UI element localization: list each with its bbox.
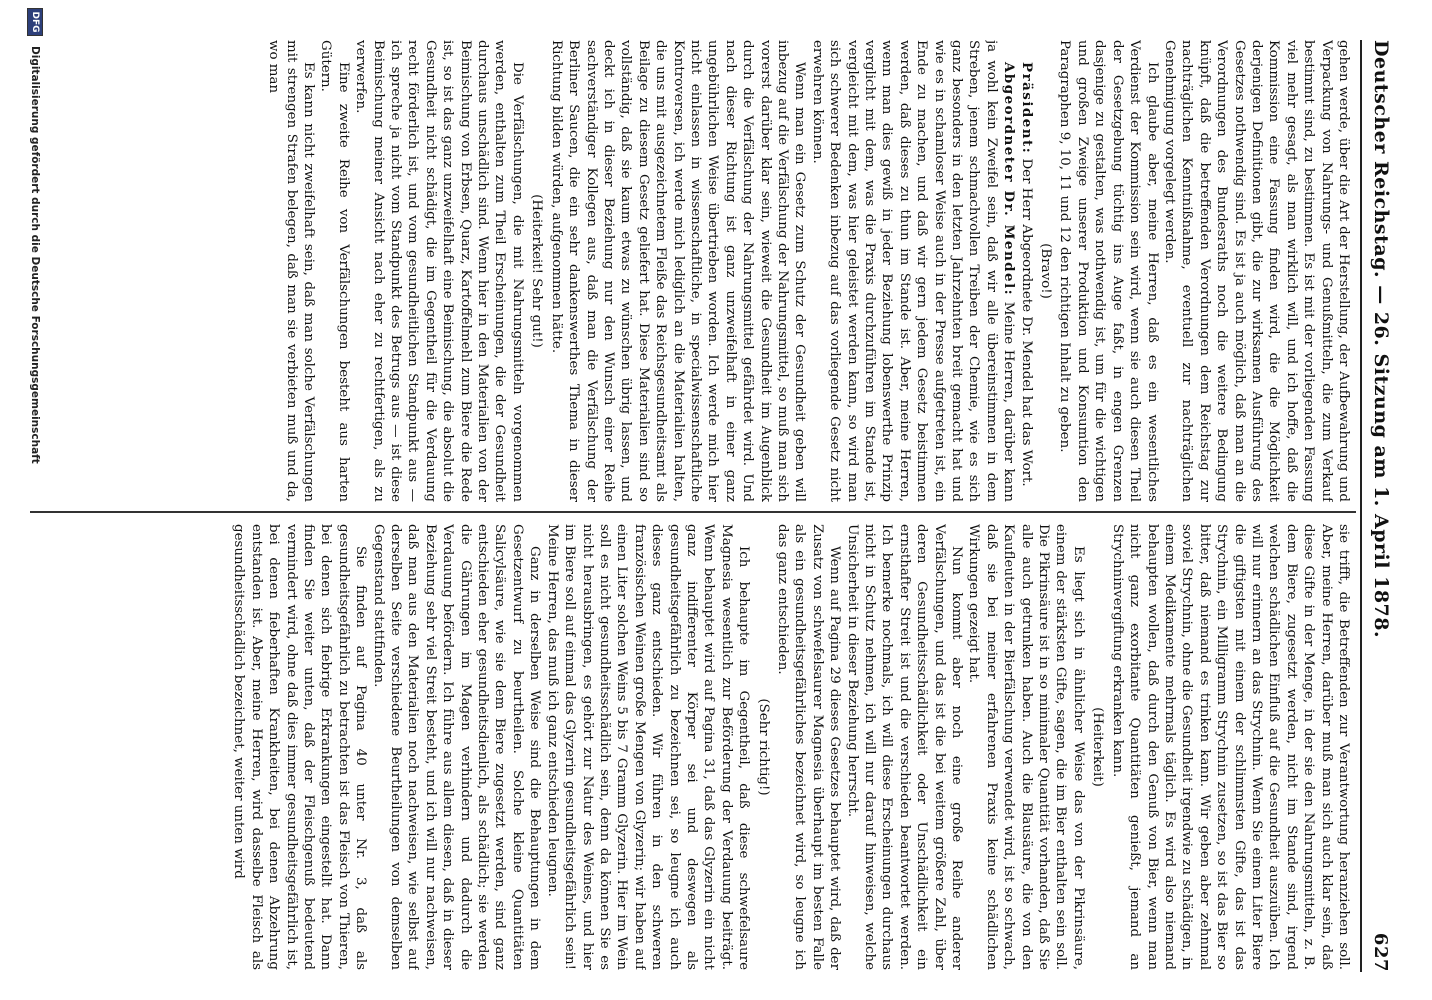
scanned-page (20, 0, 1400, 1000)
interjection (1089, 524, 1106, 970)
paragraph-text: Es kann nicht zweifelhaft sein, daß man solche Verfälschungen mit strengen Strafen belegen, daß man sie verbieten muß und da, wo man (266, 40, 317, 502)
interjection (754, 524, 771, 970)
paragraph-text: Sie finden auf Pagina 40 unter Nr. 3, daß als gesundheitsgefährlich zu betrachten ist das Fleisch von Thieren, bei denen sich fiebrige Erkrankungen eingestellt hat. Dann finden Sie weiter unten, daß der Fleischgenuß bedeutend vermindert wird, ohne daß dies immer gesundheitsgefährlich ist, bei denen fieberhaften Krankheiten, bei denen Abzehrung entstanden ist. Aber, meine Herren, wird dasselbe Fleisch als gesundheitsschädlich bezeichnet, weiter unten wird (231, 524, 369, 970)
paragraph (1108, 524, 1352, 970)
paragraph-text: (Bravo!) (1038, 243, 1054, 299)
paragraph-text: Wenn auf Pagina 29 dieses Gesetzes behauptet wird, daß der Zusatz von schwefelsaurer Magnesia überhaupt im besten Falle als ein gesundheitsgefährliches bezeichnet wird, so leugne ich das ganz entschieden. (775, 524, 843, 970)
left-column (28, 40, 1352, 502)
paragraph (843, 524, 965, 970)
page-number: 627 (1370, 932, 1391, 972)
paragraph-text: (Heiterkeit! Sehr gut!) (529, 194, 545, 348)
paragraph (317, 40, 352, 502)
interjection (528, 40, 545, 502)
right-column (28, 524, 1352, 970)
paragraph (1017, 40, 1034, 502)
paragraph-text: Die Verfälschungen, die mit Nahrungsmitteln vorgenommen werden, enthalten zum Theil Erscheinungen, die der Gesundheit durchaus unschädlich sind. Wenn hier in den Materialien von der Beimischung von Erbsen, Quarz, Kartoffelmehl zum Biere die Rede ist, so ist das ganz unzweifelhaft eine Beimischung, die absolut die Gesundheit nicht schädigt, die im Gegentheil für die Verdauung recht förderlich ist, und vom gesundheitlichen Standpunkt aus — ich spreche ja nicht vom Standpunkt des Betrugs aus — ist diese Beimischung meiner Ansicht nach eher zu rechtfertigen, als zu verwerfen. (353, 40, 525, 502)
paragraph-text: Der Herr Abgeordnete Dr. Mendel hat das Wort. (1018, 154, 1034, 487)
speaker-name: Präsident: (1018, 62, 1035, 155)
paragraph-text: sie trifft, die Betreffenden zur Verantwortung heranziehen soll. Aber, meine Herren, darüber muß man sich auch klar sein, daß diese Gifte in der Menge, in der sie den Nahrungsmitteln, z. B. dem Biere, zugesetzt werden, nicht im Stande sind, irgend welchen schädlichen Einfluß auf die Gesundheit auszuüben. Ich will nur erinnern an das Strychnin. Wenn Sie einem Liter Biere die giftigsten mit einem der schlimmsten Gifte, das ist das Strychnin, ein Milligramm Strychnin zusetzen, so ist das Bier so bitter, daß niemand es trinken kann. Wir geben aber zehnmal soviel Strychnin, ohne die Gesundheit irgendwie zu schädigen, in einem Medikamente mehrmals täglich. Es wird also niemand behaupten wollen, daß durch den Genuß von Bier, wenn man nicht ganz exorbitante Quantitäten genießt, jemand an Strychninvergiftung erkranken kann. (1109, 524, 1351, 970)
paragraph-text: Wenn man ein Gesetz zum Schutz der Gesundheit geben will inbezug auf die Verfälschung der Nahrungsmittel, so muß man sich vorerst darüber klar sein, wieweit die Gesundheit im Augenblick durch die Verfälschung der Nahrungsmittel gefährdet wird. Und nach dieser Richtung ist ganz unzweifelhaft in einer ganz ungebührlichen Weise übertrieben worden. Ich werde mich hier nicht einlassen in wissenschaftliche, in specialwissenschaftliche Kontroversen, ich werde mich lediglich an die Materialien halten, die uns mit ausgezeichnetem Fleiße das Reichsgesundheitsamt als Beilage zu diesem Gesetz geliefert hat. Diese Materialien sind so vollständig, daß sie kaum etwas zu wünschen übrig lassen, und deckt ich in dieser Beziehung nur den Wunsch einer Reihe sachverständiger Kollegen aus, daß man die Verfälschung der Berliner Saucen, die ein sehr dankenswerthes Thema in dieser Richtung bilden würden, aufgenommen hätte. (548, 40, 808, 502)
dfg-logo: DFG (27, 8, 43, 36)
paragraph (230, 524, 369, 970)
interjection (1037, 40, 1054, 502)
paragraph-text: (Heiterkeit) (1090, 707, 1106, 787)
paragraph (547, 40, 808, 502)
paragraph (265, 40, 317, 502)
paragraph-text: Ganz in derselben Weise sind die Behauptungen in dem Gesetzentwurf zu beurtheilen. Solche kleine Quantitäten Salicylsäure, wie sie dem Biere zugesetzt werden, sind ganz entschieden eher gesundheitsdienlich, als schädlich; sie werden die Gährungen im Magen verhindern und dadurch die Verdauung befördern. Ich führe aus allem diesen, daß in dieser Beziehung sehr viel Streit besteht, und ich will nur nachweisen, daß man aus den Materialien noch nachweisen, wie selbst auf derselben Seite verschiedene Beurtheilungen von demselben Gegenstand stattfinden. (370, 524, 543, 970)
paragraph (1161, 40, 1352, 502)
running-head (1366, 40, 1392, 972)
page-header-title: Deutscher Reichstag. — 26. Sitzung am 1. April 1878. (1370, 40, 1392, 639)
digitization-credit (22, 0, 48, 1000)
paragraph (808, 40, 1017, 502)
paragraph-text: gehen werde, über die Art der Herstellung, der Aufbewahrung und Verpackung von Nahrungs- und Genußmitteln, die zum Verkauf bestimmt sind, zu bestimmen. Es ist mit der vorliegenden Fassung viel mehr gesagt, als man wirklich will, und ich hoffe, daß die Kommission eine Fassung finden wird, die die Möglichkeit derjenigen Definitionen gibt, die zur wirksamen Ausführung des Gesetzes nothwendig sind. Es ist ja auch möglich, daß man an die Verordnungen des Bundesraths noch die weitere Bedingung knüpft, daß die betreffenden Verordnungen dem Reichstag zur nachträglichen Kenntnißnahme, eventuell zur nachträglichen Genehmigung vorgelegt werden. (1161, 40, 1351, 502)
paragraph-text: Nun kommt aber noch eine große Reihe anderer Verfälschungen, und das ist die bei weitem größere Zahl, über deren Gesundheitsschädlichkeit oder Unschädlichkeit ein ernsthafter Streit ist und die verschieden beantwortet werden. Ich bemerke nochmals, ich will diese Erscheinungen durchaus nicht in Schutz nehmen, ich will nur darauf hinweisen, welche Unsicherheit in dieser Beziehung herrscht. (844, 524, 965, 970)
paragraph-text: Es liegt sich in ähnlicher Weise das von der Pikrinsäure, einem der stärksten Gifte, sagen, die im Bier enthalten sein soll. Die Pikrinsäure ist in so minimaler Quantität vorhanden, daß Sie alle auch getrunken haben. Auch die Blausäure, die von den Kaufleuten in der Bierfälschung verwendet wird, ist so schwach, daß sie bei meiner erfahrenen Praxis keine schädlichen Wirkungen gezeigt hat. (966, 524, 1086, 970)
paragraph (965, 524, 1087, 970)
paragraph (774, 524, 844, 970)
paragraph-text: (Sehr richtig!) (755, 698, 771, 796)
paragraph-text: Ich behaupte im Gegentheil, daß diese schwefelsaure Magnesia wesentlich zur Beförderung der Verdauung beiträgt. Wenn behauptet wird auf Pagina 31, daß das Glyzerin ein nicht ganz indifferenter Körper sei und deswegen als gesundheitsgefährlich zu bezeichnen sei, so leugne ich auch dieses ganz entschieden. Wir führen in den schweren französischen Weinen große Mengen von Glyzerin; wir haben auf einen Liter solchen Weins 5 bis 7 Gramm Glyzerin. Hier im Wein soll es nicht gesundheitsschädlich sein, denn da können Sie es nicht herausbringen, es gehört zur Natur des Weines, und hier im Biere soll auf einmal das Glyzerin gesundheitsgefährlich sein! Meine Herren, das muß ich ganz entschieden leugnen. (544, 524, 752, 970)
paragraph-text: Meine Herren, darüber kann ja wohl kein Zweifel sein, daß wir alle übereinstimmen in dem Streben, jenem schmachvollen Treiben der Chemie, wie es sich ganz besonders in den letzten Jahrzehnten breit gemacht hat und wie es in schamloser Weise auch in der Presse aufgetreten ist, ein Ende zu machen, und daß wir gern jedem Gesetz beistimmen werden, daß dieses zu thun im Stande ist. Aber, meine Herren, wenn man dies gewiß in jeder Beziehung lobenswerthe Prinzip verglicht mit dem, was die Praxis durchzuführen im Stande ist, vergleicht mit dem, was hier geleistet werden kann, so wird man sich schwerer Bedenken inbezug auf das vorliegende Gesetz nicht erwehren können. (809, 40, 1017, 502)
paragraph (369, 524, 543, 970)
paragraph-text: Ich glaube aber, meine Herren, daß es ein wesentliches Verdienst der Kommission sein wird, wenn sie auch diesen Theil der Gesetzgebung tüchtig ins Auge faßt, in engen Grenzen dasjenige zu gestalten, was nothwendig ist, um für die wichtigen und großen Zweige unserer Produktion und Konsumtion den Paragraphen 9, 10, 11 und 12 den richtigen Inhalt zu geben. (1057, 40, 1160, 502)
paragraph-text: Eine zweite Reihe von Verfälschungen besteht aus harten Gütern. (318, 40, 351, 502)
column-divider (30, 511, 1356, 513)
header-rule (1360, 40, 1362, 972)
paragraph (1056, 40, 1160, 502)
paragraph (543, 524, 752, 970)
speaker-name: Abgeordneter Dr. Mendel: (1001, 62, 1018, 297)
credit-text: Digitalisierung gefördert durch die Deutsche Forschungsgemeinschaft (29, 46, 41, 464)
paragraph (352, 40, 526, 502)
